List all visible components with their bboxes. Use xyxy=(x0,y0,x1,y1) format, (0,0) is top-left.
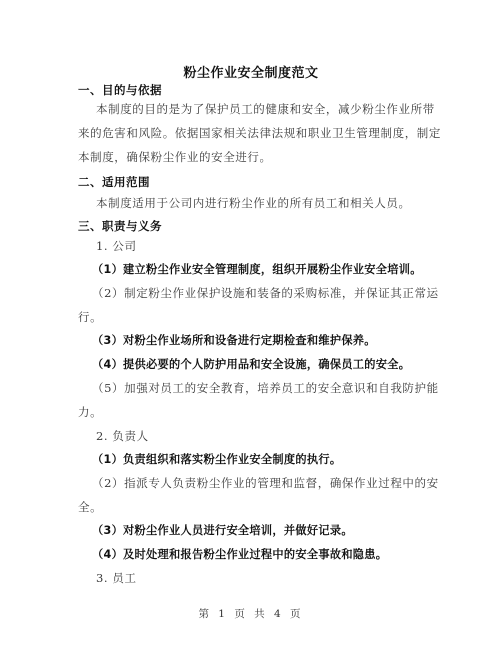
subsection-label-employee: 3. 员工 xyxy=(96,571,137,585)
paragraph-line: 本制度，确保粉尘作业的安全进行。 xyxy=(78,150,272,164)
page-number-footer: 第 1 页 共 4 页 xyxy=(198,608,304,620)
section-heading-purpose: 一、目的与依据 xyxy=(78,83,162,97)
list-item: （2）制定粉尘作业保护设施和装备的采购标准，并保证其正常运 xyxy=(92,286,439,300)
document-title: 粉尘作业安全制度范文 xyxy=(183,66,319,81)
paragraph-line: 本制度的目的是为了保护员工的健康和安全，减少粉尘作业所带 xyxy=(96,102,435,116)
list-item-bold: （1）建立粉尘作业安全管理制度，组织开展粉尘作业安全培训。 xyxy=(92,263,422,276)
list-item-bold: （4）及时处理和报告粉尘作业过程中的安全事故和隐患。 xyxy=(92,548,388,561)
list-item-continuation: 行。 xyxy=(78,310,103,324)
section-heading-scope: 二、适用范围 xyxy=(78,175,150,189)
list-item: （5）加强对员工的安全教育，培养员工的安全意识和自我防护能 xyxy=(92,381,439,395)
list-item: （2）指派专人负责粉尘作业的管理和监督，确保作业过程中的安 xyxy=(92,476,439,490)
list-item-continuation: 力。 xyxy=(78,405,103,419)
subsection-label-company: 1. 公司 xyxy=(96,239,137,253)
section-heading-duties: 三、职责与义务 xyxy=(78,219,162,233)
list-item-bold: （3）对粉尘作业场所和设备进行定期检查和维护保养。 xyxy=(92,334,376,347)
paragraph-line: 本制度适用于公司内进行粉尘作业的所有员工和相关人员。 xyxy=(96,196,411,210)
list-item-bold: （1）负责组织和落实粉尘作业安全制度的执行。 xyxy=(92,453,342,466)
subsection-label-manager: 2. 负责人 xyxy=(96,429,149,443)
list-item-bold: （4）提供必要的个人防护用品和安全设施，确保员工的安全。 xyxy=(92,358,411,371)
list-item-bold: （3）对粉尘作业人员进行安全培训，并做好记录。 xyxy=(92,524,353,537)
paragraph-line: 来的危害和风险。依据国家相关法律法规和职业卫生管理制度，制定 xyxy=(78,126,441,140)
list-item-continuation: 全。 xyxy=(78,500,103,514)
